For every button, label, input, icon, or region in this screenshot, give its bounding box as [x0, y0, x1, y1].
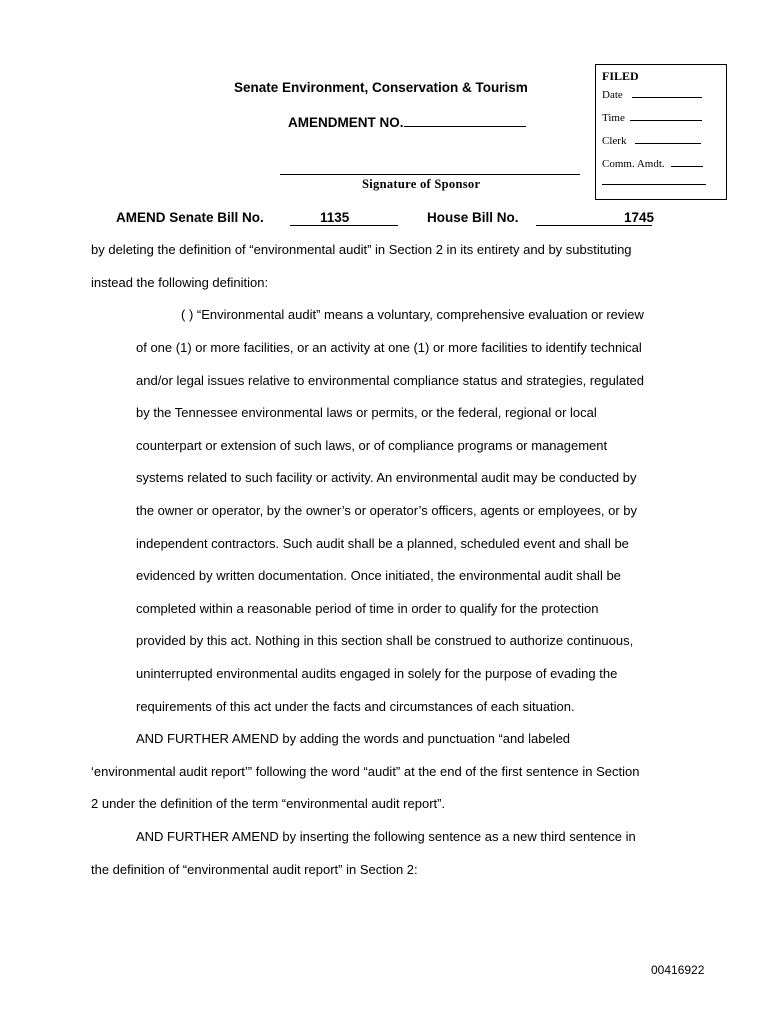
- body-line: AND FURTHER AMEND by adding the words and punctuation “and labeled: [136, 731, 571, 746]
- body-line: by deleting the definition of “environmental audit” in Section 2 in its entirety and by substituting: [91, 242, 632, 257]
- body-line: the owner or operator, by the owner’s or operator’s officers, agents or employees, or by: [136, 503, 638, 518]
- amendment-number-blank: [404, 112, 526, 127]
- body-line: evidenced by written documentation. Once initiated, the environmental audit shall be: [136, 568, 621, 583]
- filed-time-label: Time: [602, 112, 625, 124]
- filed-clerk-line: [602, 134, 720, 157]
- filed-time-blank: [630, 111, 702, 121]
- filed-date-line: [602, 88, 720, 111]
- body-line: the definition of “environmental audit report” in Section 2:: [91, 862, 418, 877]
- filed-box: [595, 64, 727, 200]
- signature-label: Signature of Sponsor: [362, 177, 481, 191]
- filed-date-label: Date: [602, 89, 623, 101]
- body-line: 2 under the definition of the term “environmental audit report”.: [91, 796, 446, 811]
- body-line: completed within a reasonable period of time in order to qualify for the protection: [136, 601, 599, 616]
- body-line: and/or legal issues relative to environmental compliance status and strategies, regulated: [136, 373, 645, 388]
- filed-clerk-label: Clerk: [602, 135, 627, 147]
- body-line: uninterrupted environmental audits engaged in solely for the purpose of evading the: [136, 666, 618, 681]
- body-line: AND FURTHER AMEND by inserting the following sentence as a new third sentence in: [136, 829, 636, 844]
- body-line: independent contractors. Such audit shall be a planned, scheduled event and shall be: [136, 536, 629, 551]
- filed-time-line: [602, 111, 720, 134]
- amendment-number: [288, 112, 526, 130]
- amend-senate-label: AMEND Senate Bill No.: [116, 210, 264, 225]
- filed-comm-amdt-label: Comm. Amdt.: [602, 158, 665, 170]
- body-line: counterpart or extension of such laws, or of compliance programs or management: [136, 438, 608, 453]
- amendment-label: AMENDMENT NO.: [288, 115, 404, 130]
- signature-line: [280, 174, 580, 175]
- house-bill-number-value: 1745: [536, 210, 652, 226]
- body-line: ( ) “Environmental audit” means a voluntary, comprehensive evaluation or review: [181, 307, 644, 322]
- house-bill-number: [536, 210, 655, 226]
- body-line: of one (1) or more facilities, or an activity at one (1) or more facilities to identify technical: [136, 340, 642, 355]
- body-line: systems related to such facility or activity. An environmental audit may be conducted by: [136, 470, 637, 485]
- document-code: 00416922: [651, 963, 705, 977]
- body-line: ‘environmental audit report’” following the word “audit” at the end of the first sentence in Section: [91, 764, 640, 779]
- body-line: by the Tennessee environmental laws or permits, or the federal, regional or local: [136, 405, 597, 420]
- senate-bill-number-value: 1135: [290, 210, 398, 226]
- filed-comm-amdt-blank: [671, 157, 703, 167]
- filed-extra-blank: [602, 184, 706, 185]
- filed-title: FILED: [602, 69, 639, 83]
- filed-clerk-blank: [635, 134, 701, 144]
- filed-comm-amdt-line: [602, 157, 720, 180]
- senate-bill-number: [290, 210, 398, 226]
- filed-date-blank: [632, 88, 702, 98]
- amend-house-label: House Bill No.: [427, 210, 519, 225]
- body-line: instead the following definition:: [91, 275, 269, 290]
- body-line: requirements of this act under the facts and circumstances of each situation.: [136, 699, 575, 714]
- body-line: provided by this act. Nothing in this section shall be construed to authorize continuous,: [136, 633, 634, 648]
- committee-title: Senate Environment, Conservation & Tourism: [234, 80, 528, 95]
